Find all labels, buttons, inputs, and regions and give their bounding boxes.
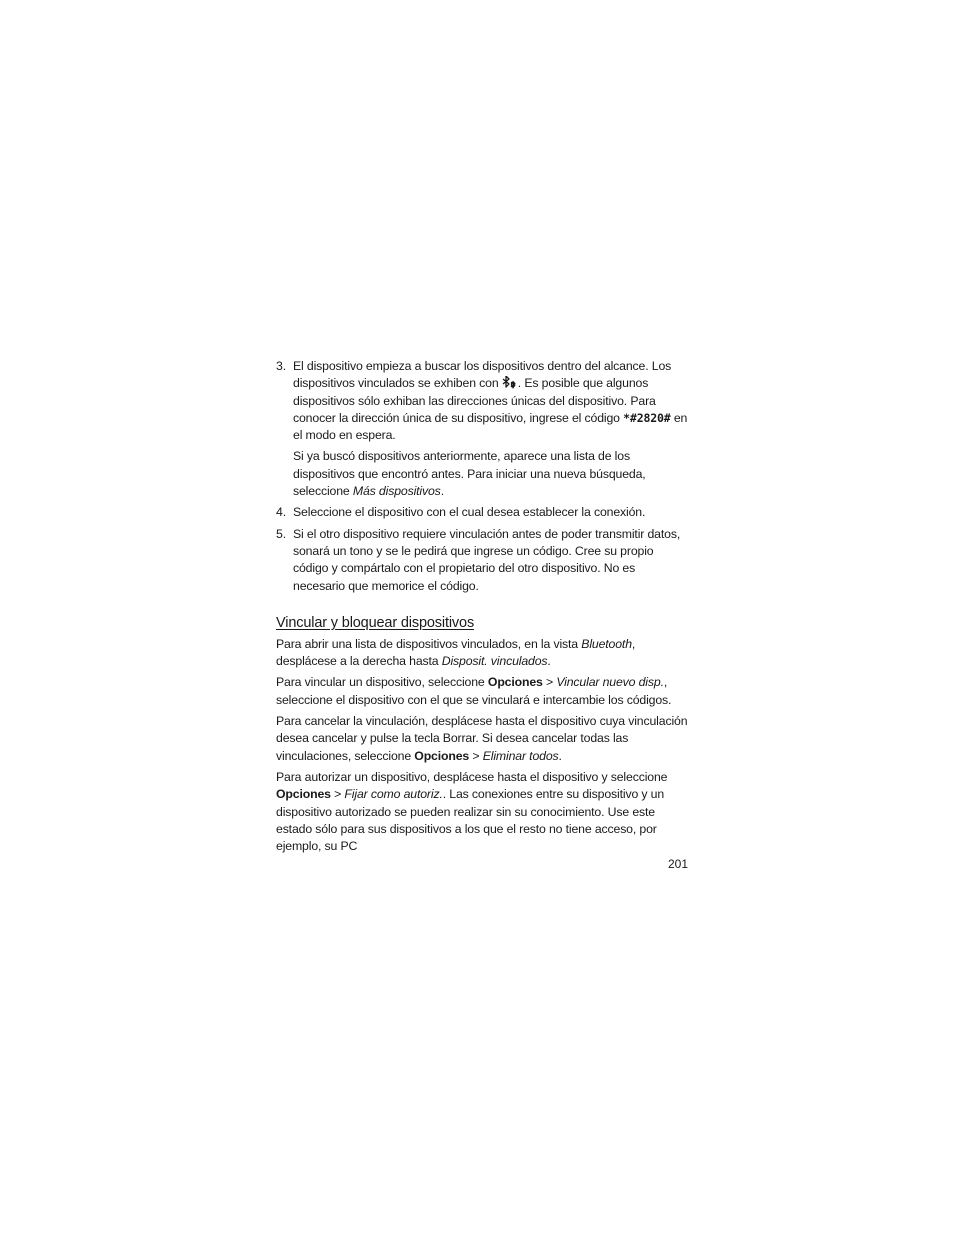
- section-paragraph-4: Para autorizar un dispositivo, desplácese hasta el dispositivo y seleccione Opciones > Fijar como autoriz.. Las conexiones entre su dispositivo y un dispositivo autorizado se pueden realizar sin su conocimiento. Use este estado sólo para sus dispositivos a los que el resto no tiene acceso, por ejemplo, su PC: [276, 769, 668, 854]
- step-5-text: Si el otro dispositivo requiere vinculación antes de poder transmitir datos, sonará un tono y se le pedirá que ingrese un código. Cree su propio código y compártalo con el propietario del otro dispositivo. No es necesario que memorice el código.: [293, 526, 681, 593]
- menu-option-mas-dispositivos: Más dispositivos: [352, 484, 441, 499]
- section-paragraph-3: Para cancelar la vinculación, desplácese hasta el dispositivo cuya vinculación desea cancelar y pulse la tecla Borrar. Si desea cancelar todas las vinculaciones, seleccione Opciones > Eliminar todos.: [276, 714, 688, 763]
- step-4: [276, 504, 688, 521]
- step-3-paragraph-2: Si ya buscó dispositivos anteriormente, aparece una lista de los dispositivos que encontró antes. Para iniciar una nueva búsqueda, seleccione Más dispositivos.: [293, 449, 646, 499]
- tab-name-disposit-vinculados: Disposit. vinculados: [441, 654, 548, 669]
- section-heading: Vincular y bloquear dispositivos: [276, 614, 475, 631]
- section-paragraph-1: Para abrir una lista de dispositivos vinculados, en la vista Bluetooth, desplácese a la derecha hasta Disposit. vinculados.: [276, 636, 636, 669]
- menu-opciones: Opciones: [414, 748, 470, 763]
- step-number: 3.: [276, 359, 286, 373]
- page-number: 201: [667, 857, 688, 871]
- menu-option-vincular-nuevo: Vincular nuevo disp.: [556, 675, 664, 690]
- step-3-paragraph-1: El dispositivo empieza a buscar los dispositivos dentro del alcance. Los dispositivos vinculados se exhiben con . Es posible que algunos dispositivos sólo exhiban las direcciones únicas del dispositivo. Para conocer la dirección única de su dispositivo, ingrese el código *#2820# en el modo en espera.: [293, 359, 688, 443]
- step-3: [276, 358, 688, 500]
- menu-option-eliminar-todos: Eliminar todos: [482, 748, 559, 763]
- bluetooth-paired-icon: [502, 376, 518, 389]
- step-5: [276, 526, 688, 595]
- menu-opciones: Opciones: [487, 675, 543, 690]
- menu-opciones: Opciones: [276, 787, 331, 802]
- step-number: 4.: [276, 505, 286, 520]
- step-number: 5.: [276, 526, 286, 541]
- section-paragraph-2: Para vincular un dispositivo, seleccione Opciones > Vincular nuevo disp., seleccione el dispositivo con el que se vinculará e intercambie los códigos.: [276, 675, 672, 707]
- standby-code: *#2820#: [623, 410, 671, 425]
- view-name-bluetooth: Bluetooth: [581, 636, 632, 651]
- page-content: [276, 358, 688, 859]
- menu-option-fijar-autoriz: Fijar como autoriz.: [344, 787, 443, 802]
- step-4-text: Seleccione el dispositivo con el cual desea establecer la conexión.: [293, 505, 646, 520]
